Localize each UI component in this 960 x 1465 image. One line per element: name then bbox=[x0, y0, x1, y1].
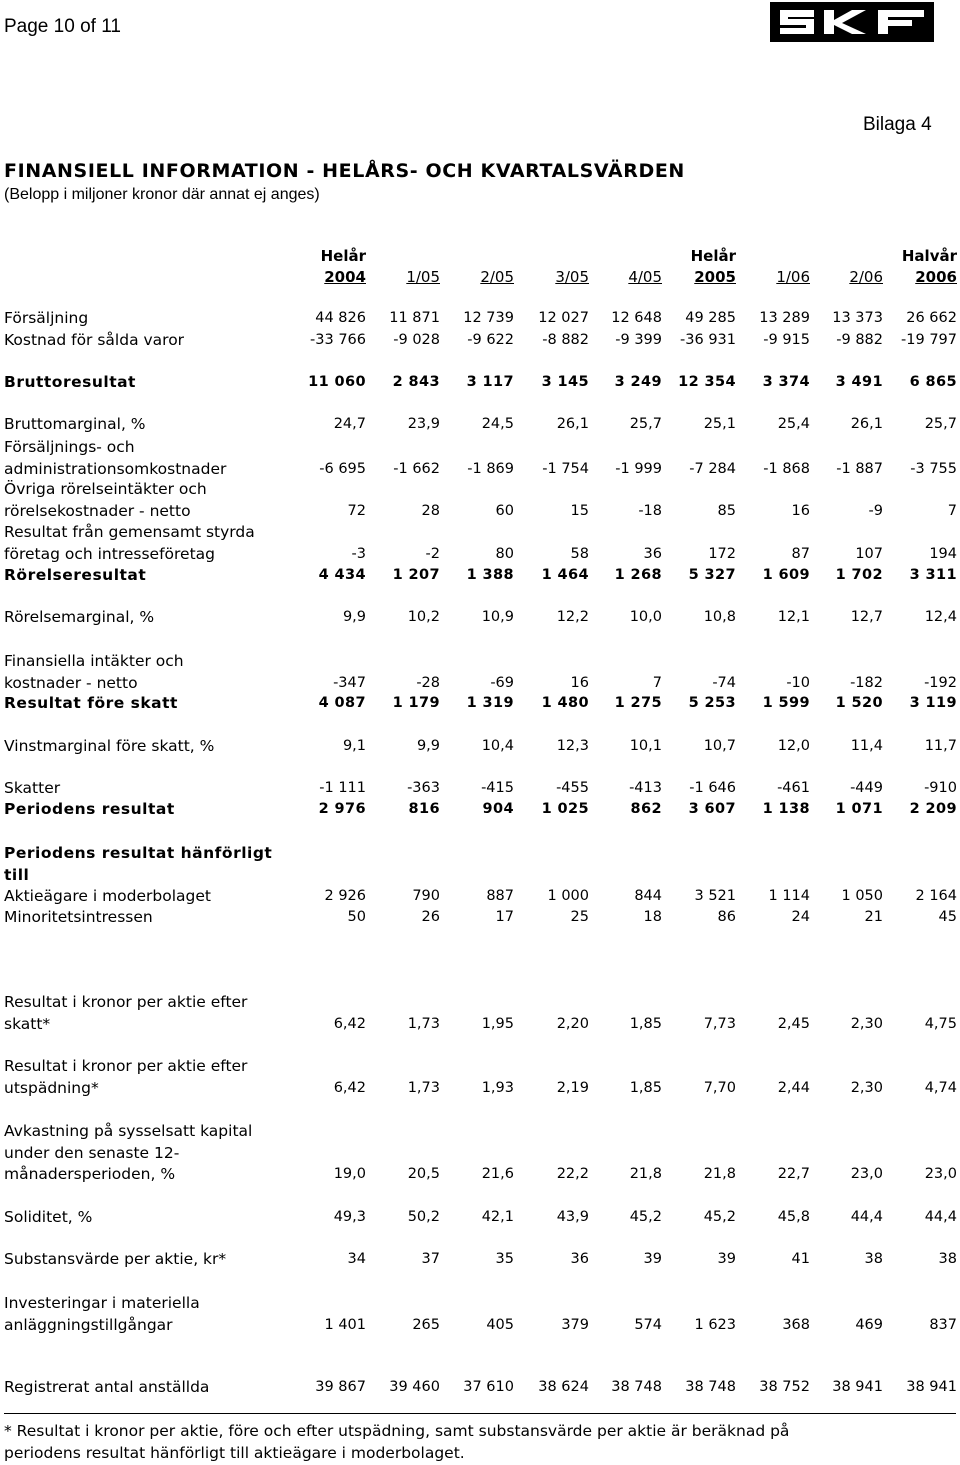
table-cell: 23,0 bbox=[924, 1166, 957, 1182]
column-header-group: Halvår bbox=[901, 247, 957, 265]
table-cell: -74 bbox=[712, 674, 736, 691]
table-cell: 837 bbox=[929, 1316, 957, 1333]
table-cell: -9 622 bbox=[467, 332, 514, 348]
table-cell: 87 bbox=[791, 545, 810, 562]
table-cell: 2 926 bbox=[324, 888, 366, 904]
row-label: Registrerat antal anställda bbox=[4, 1378, 210, 1396]
table-cell: 862 bbox=[630, 801, 662, 817]
table-cell: 49,3 bbox=[333, 1209, 366, 1225]
table-cell: 26,1 bbox=[850, 416, 883, 432]
table-cell: 24,7 bbox=[333, 416, 366, 432]
column-header: 3/05 bbox=[555, 268, 589, 286]
table-cell: 1 207 bbox=[392, 567, 440, 583]
table-cell: 10,8 bbox=[703, 609, 736, 625]
table-cell: 1 599 bbox=[762, 695, 810, 711]
table-cell: 41 bbox=[791, 1251, 810, 1267]
table-cell: -415 bbox=[481, 780, 514, 796]
table-cell: 49 285 bbox=[685, 310, 736, 326]
table-cell: -9 bbox=[868, 502, 883, 519]
table-cell: -363 bbox=[407, 780, 440, 796]
table-cell: 1 623 bbox=[694, 1316, 736, 1333]
appendix-label: Bilaga 4 bbox=[863, 114, 932, 135]
table-cell: 904 bbox=[482, 801, 514, 817]
table-cell: -455 bbox=[556, 780, 589, 796]
table-cell: 25,7 bbox=[924, 416, 957, 432]
table-cell: 10,7 bbox=[703, 738, 736, 754]
table-cell: 16 bbox=[791, 502, 810, 519]
row-label: Resultat i kronor per aktie efter bbox=[4, 1057, 248, 1075]
row-label: Vinstmarginal före skatt, % bbox=[4, 737, 215, 755]
table-cell: 2 209 bbox=[909, 801, 957, 817]
footnote bbox=[4, 1420, 954, 1464]
row-label: Skatter bbox=[4, 779, 61, 797]
table-cell: 28 bbox=[421, 502, 440, 519]
table-cell: 3 119 bbox=[909, 695, 957, 711]
table-cell: -1 887 bbox=[836, 460, 883, 477]
table-cell: 38 752 bbox=[759, 1379, 810, 1395]
table-cell: 39 bbox=[717, 1251, 736, 1267]
table-cell: 7,70 bbox=[703, 1079, 736, 1096]
column-header: 4/05 bbox=[628, 268, 662, 286]
table-cell: 5 327 bbox=[688, 567, 736, 583]
column-header: 2006 bbox=[915, 268, 957, 286]
table-cell: 22,2 bbox=[556, 1166, 589, 1182]
table-cell: -449 bbox=[850, 780, 883, 796]
footnote-line: periodens resultat hänförligt till aktieägare i moderbolaget. bbox=[4, 1444, 465, 1462]
table-cell: 21,8 bbox=[703, 1166, 736, 1182]
row-label: kostnader - netto bbox=[4, 673, 138, 692]
table-cell: 25 bbox=[570, 909, 589, 925]
table-cell: 25,7 bbox=[629, 416, 662, 432]
table-cell: 10,1 bbox=[629, 738, 662, 754]
table-cell: 25,1 bbox=[703, 416, 736, 432]
table-cell: 12,3 bbox=[556, 738, 589, 754]
table-cell: 1 114 bbox=[768, 888, 810, 904]
table-cell: 45,8 bbox=[777, 1209, 810, 1225]
table-cell: 72 bbox=[347, 502, 366, 519]
table-cell: -9 399 bbox=[615, 332, 662, 348]
table-cell: 2,30 bbox=[850, 1079, 883, 1096]
table-cell: 85 bbox=[717, 502, 736, 519]
table-cell: -69 bbox=[490, 674, 514, 691]
table-cell: 45,2 bbox=[629, 1209, 662, 1225]
table-cell: 38 bbox=[864, 1251, 883, 1267]
table-cell: 4,75 bbox=[924, 1015, 957, 1032]
table-cell: 39 bbox=[643, 1251, 662, 1267]
table-cell: 13 373 bbox=[832, 310, 883, 326]
skf-logo bbox=[770, 2, 934, 46]
table-cell: -182 bbox=[850, 674, 883, 691]
page-number: Page 10 of 11 bbox=[4, 16, 121, 37]
table-cell: 265 bbox=[412, 1316, 440, 1333]
table-cell: 1 480 bbox=[541, 695, 589, 711]
table-cell: -7 284 bbox=[689, 460, 736, 477]
table-cell: -6 695 bbox=[319, 460, 366, 477]
table-cell: 10,9 bbox=[481, 609, 514, 625]
table-cell: 15 bbox=[570, 502, 589, 519]
table-cell: 1 138 bbox=[762, 801, 810, 817]
table-cell: 12,0 bbox=[777, 738, 810, 754]
table-cell: 1 388 bbox=[466, 567, 514, 583]
column-header: 2004 bbox=[324, 268, 366, 286]
table-cell: 39 460 bbox=[389, 1379, 440, 1395]
document-title: FINANSIELL INFORMATION - HELÅRS- OCH KVARTALSVÄRDEN bbox=[4, 160, 685, 182]
table-cell: -1 869 bbox=[467, 460, 514, 477]
table-cell: -10 bbox=[786, 674, 810, 691]
table-cell: 44 826 bbox=[315, 310, 366, 326]
column-header-group: Helår bbox=[690, 247, 736, 265]
table-cell: -3 bbox=[351, 545, 366, 562]
table-cell: 1 071 bbox=[835, 801, 883, 817]
table-cell: 379 bbox=[561, 1316, 589, 1333]
table-cell: 36 bbox=[570, 1251, 589, 1267]
table-cell: 368 bbox=[782, 1316, 810, 1333]
table-cell: 16 bbox=[570, 674, 589, 691]
table-cell: 1 268 bbox=[614, 567, 662, 583]
column-header: 2005 bbox=[694, 268, 736, 286]
row-label: Resultat i kronor per aktie efter bbox=[4, 993, 248, 1011]
table-cell: -9 028 bbox=[393, 332, 440, 348]
table-cell: 12 027 bbox=[538, 310, 589, 326]
table-cell: 10,0 bbox=[629, 609, 662, 625]
table-cell: 10,2 bbox=[407, 609, 440, 625]
table-cell: 9,1 bbox=[342, 738, 366, 754]
table-cell: 11 060 bbox=[308, 374, 366, 390]
table-cell: 11,7 bbox=[924, 738, 957, 754]
table-cell: 24 bbox=[791, 909, 810, 925]
table-cell: 3 311 bbox=[909, 567, 957, 583]
table-cell: -8 882 bbox=[542, 332, 589, 348]
row-label: Kostnad för sålda varor bbox=[4, 331, 185, 349]
table-cell: 1 702 bbox=[835, 567, 883, 583]
table-cell: 1 025 bbox=[541, 801, 589, 817]
table-cell: 37 610 bbox=[463, 1379, 514, 1395]
row-label: Försäljnings- och bbox=[4, 438, 135, 456]
row-label: anläggningstillgångar bbox=[4, 1315, 173, 1334]
table-cell: 42,1 bbox=[481, 1209, 514, 1225]
table-cell: 2 843 bbox=[392, 374, 440, 390]
table-cell: -9 915 bbox=[763, 332, 810, 348]
row-label: Soliditet, % bbox=[4, 1208, 93, 1226]
row-label: företag och intresseföretag bbox=[4, 544, 215, 563]
table-cell: 11 871 bbox=[389, 310, 440, 326]
table-cell: 2 976 bbox=[318, 801, 366, 817]
column-header-group: Helår bbox=[320, 247, 366, 265]
row-label: Försäljning bbox=[4, 309, 89, 327]
table-cell: 1 609 bbox=[762, 567, 810, 583]
table-cell: 2,30 bbox=[850, 1015, 883, 1032]
table-cell: -347 bbox=[333, 674, 366, 691]
table-cell: 45 bbox=[938, 909, 957, 925]
table-cell: 2,20 bbox=[556, 1015, 589, 1032]
table-cell: -910 bbox=[924, 780, 957, 796]
table-cell: 1,93 bbox=[481, 1079, 514, 1096]
table-cell: 1,85 bbox=[629, 1015, 662, 1032]
table-cell: 12,7 bbox=[850, 609, 883, 625]
table-cell: 4 434 bbox=[318, 567, 366, 583]
table-cell: 790 bbox=[412, 888, 440, 904]
table-cell: 12 739 bbox=[463, 310, 514, 326]
table-cell: 1,85 bbox=[629, 1079, 662, 1096]
table-cell: 35 bbox=[495, 1251, 514, 1267]
table-cell: 3 145 bbox=[541, 374, 589, 390]
table-cell: 1 050 bbox=[841, 888, 883, 904]
table-cell: 26 bbox=[421, 909, 440, 925]
table-cell: 19,0 bbox=[333, 1166, 366, 1182]
table-cell: 50,2 bbox=[407, 1209, 440, 1225]
table-cell: 25,4 bbox=[777, 416, 810, 432]
table-cell: 469 bbox=[855, 1316, 883, 1333]
table-cell: 6,42 bbox=[333, 1015, 366, 1032]
table-cell: 5 253 bbox=[688, 695, 736, 711]
row-label: rörelsekostnader - netto bbox=[4, 501, 191, 520]
table-cell: 7 bbox=[652, 674, 662, 691]
table-cell: -1 662 bbox=[393, 460, 440, 477]
table-cell: 405 bbox=[486, 1316, 514, 1333]
table-cell: -192 bbox=[924, 674, 957, 691]
table-cell: 36 bbox=[643, 545, 662, 562]
table-cell: 12,4 bbox=[924, 609, 957, 625]
table-cell: 12,1 bbox=[777, 609, 810, 625]
table-cell: -18 bbox=[638, 502, 662, 519]
table-cell: 2,45 bbox=[777, 1015, 810, 1032]
table-cell: -461 bbox=[777, 780, 810, 796]
table-cell: 39 867 bbox=[315, 1379, 366, 1395]
table-cell: 22,7 bbox=[777, 1166, 810, 1182]
table-cell: 1 520 bbox=[835, 695, 883, 711]
table-cell: 12 648 bbox=[611, 310, 662, 326]
table-cell: 11,4 bbox=[850, 738, 883, 754]
table-cell: 887 bbox=[486, 888, 514, 904]
table-cell: -1 646 bbox=[689, 780, 736, 796]
column-header: 2/05 bbox=[480, 268, 514, 286]
table-cell: 816 bbox=[408, 801, 440, 817]
table-cell: 3 491 bbox=[835, 374, 883, 390]
row-label: under den senaste 12- bbox=[4, 1143, 180, 1162]
table-cell: 3 607 bbox=[688, 801, 736, 817]
row-label: Rörelseresultat bbox=[4, 566, 147, 584]
column-header: 1/05 bbox=[406, 268, 440, 286]
table-cell: -28 bbox=[416, 674, 440, 691]
table-cell: 38 748 bbox=[611, 1379, 662, 1395]
table-cell: 80 bbox=[495, 545, 514, 562]
table-cell: 4,74 bbox=[924, 1079, 957, 1096]
table-cell: -1 754 bbox=[542, 460, 589, 477]
table-cell: 1 401 bbox=[324, 1316, 366, 1333]
table-cell: -413 bbox=[629, 780, 662, 796]
table-cell: 12 354 bbox=[678, 374, 736, 390]
row-label: Avkastning på sysselsatt kapital bbox=[4, 1122, 253, 1140]
row-label: månadersperioden, % bbox=[4, 1165, 176, 1183]
row-label: Periodens resultat bbox=[4, 800, 175, 818]
table-cell: 1,95 bbox=[481, 1015, 514, 1032]
table-cell: 3 249 bbox=[614, 374, 662, 390]
table-cell: 6,42 bbox=[333, 1079, 366, 1096]
table-cell: 3 117 bbox=[466, 374, 514, 390]
table-cell: 23,0 bbox=[850, 1166, 883, 1182]
table-cell: 6 865 bbox=[909, 374, 957, 390]
row-label: Finansiella intäkter och bbox=[4, 652, 184, 670]
table-cell: -33 766 bbox=[310, 332, 366, 348]
table-cell: 18 bbox=[643, 909, 662, 925]
table-cell: -3 755 bbox=[910, 460, 957, 477]
table-cell: 58 bbox=[570, 545, 589, 562]
footnote-divider bbox=[4, 1413, 956, 1414]
table-cell: 2,44 bbox=[777, 1079, 810, 1096]
table-cell: 7,73 bbox=[703, 1015, 736, 1032]
table-cell: 43,9 bbox=[556, 1209, 589, 1225]
table-cell: 17 bbox=[495, 909, 514, 925]
table-cell: 38 941 bbox=[906, 1379, 957, 1395]
table-cell: 12,2 bbox=[556, 609, 589, 625]
row-label: till bbox=[4, 865, 30, 884]
row-label: Aktieägare i moderbolaget bbox=[4, 887, 211, 905]
table-cell: 24,5 bbox=[481, 416, 514, 432]
row-label: administrationsomkostnader bbox=[4, 459, 227, 478]
table-cell: 1 275 bbox=[614, 695, 662, 711]
row-label: skatt* bbox=[4, 1014, 51, 1033]
table-cell: 2 164 bbox=[915, 888, 957, 904]
table-cell: -36 931 bbox=[680, 332, 736, 348]
row-label: Resultat från gemensamt styrda bbox=[4, 523, 255, 541]
table-cell: 38 624 bbox=[538, 1379, 589, 1395]
row-label: Bruttomarginal, % bbox=[4, 415, 146, 433]
table-cell: -1 999 bbox=[615, 460, 662, 477]
table-cell: 23,9 bbox=[407, 416, 440, 432]
table-cell: 574 bbox=[634, 1316, 662, 1333]
table-cell: 21,6 bbox=[481, 1166, 514, 1182]
table-cell: 45,2 bbox=[703, 1209, 736, 1225]
table-cell: 60 bbox=[495, 502, 514, 519]
table-cell: 26,1 bbox=[556, 416, 589, 432]
table-cell: 44,4 bbox=[850, 1209, 883, 1225]
table-cell: 1 000 bbox=[547, 888, 589, 904]
table-cell: -19 797 bbox=[901, 332, 957, 348]
table-cell: 38 748 bbox=[685, 1379, 736, 1395]
table-cell: 4 087 bbox=[318, 695, 366, 711]
table-cell: 1,73 bbox=[407, 1079, 440, 1096]
row-label: Minoritetsintressen bbox=[4, 908, 153, 926]
table-cell: 10,4 bbox=[481, 738, 514, 754]
table-cell: 44,4 bbox=[924, 1209, 957, 1225]
table-cell: -9 882 bbox=[836, 332, 883, 348]
row-label: Övriga rörelseintäkter och bbox=[4, 480, 207, 498]
table-cell: 50 bbox=[347, 909, 366, 925]
table-cell: 1,73 bbox=[407, 1015, 440, 1032]
table-cell: 20,5 bbox=[407, 1166, 440, 1182]
footnote-line: * Resultat i kronor per aktie, före och efter utspädning, samt substansvärde per aktie är beräknad på bbox=[4, 1422, 790, 1440]
table-cell: -1 111 bbox=[319, 780, 366, 796]
table-cell: 13 289 bbox=[759, 310, 810, 326]
row-label: Resultat före skatt bbox=[4, 694, 178, 712]
row-label: utspädning* bbox=[4, 1078, 99, 1097]
row-label: Rörelsemarginal, % bbox=[4, 608, 155, 626]
table-cell: 37 bbox=[421, 1251, 440, 1267]
table-cell: 1 464 bbox=[541, 567, 589, 583]
table-cell: 3 521 bbox=[694, 888, 736, 904]
table-cell: 21 bbox=[864, 909, 883, 925]
row-label: Investeringar i materiella bbox=[4, 1294, 200, 1312]
row-label: Bruttoresultat bbox=[4, 373, 136, 391]
table-cell: 844 bbox=[634, 888, 662, 904]
table-cell: 7 bbox=[947, 502, 957, 519]
table-cell: 9,9 bbox=[342, 609, 366, 625]
table-cell: 21,8 bbox=[629, 1166, 662, 1182]
table-cell: 1 319 bbox=[466, 695, 514, 711]
table-cell: 107 bbox=[855, 545, 883, 562]
column-header: 1/06 bbox=[776, 268, 810, 286]
table-cell: 38 bbox=[938, 1251, 957, 1267]
table-cell: 26 662 bbox=[906, 310, 957, 326]
table-cell: -1 868 bbox=[763, 460, 810, 477]
table-cell: 38 941 bbox=[832, 1379, 883, 1395]
table-cell: 34 bbox=[347, 1251, 366, 1267]
table-cell: 9,9 bbox=[416, 738, 440, 754]
table-cell: 194 bbox=[929, 545, 957, 562]
table-cell: 3 374 bbox=[762, 374, 810, 390]
column-header: 2/06 bbox=[849, 268, 883, 286]
table-cell: -2 bbox=[425, 545, 440, 562]
table-cell: 2,19 bbox=[556, 1079, 589, 1096]
table-cell: 1 179 bbox=[392, 695, 440, 711]
table-cell: 172 bbox=[708, 545, 736, 562]
document-subtitle: (Belopp i miljoner kronor där annat ej anges) bbox=[4, 186, 320, 203]
row-label: Substansvärde per aktie, kr* bbox=[4, 1250, 227, 1268]
table-cell: 86 bbox=[717, 909, 736, 925]
row-label: Periodens resultat hänförligt bbox=[4, 844, 273, 862]
